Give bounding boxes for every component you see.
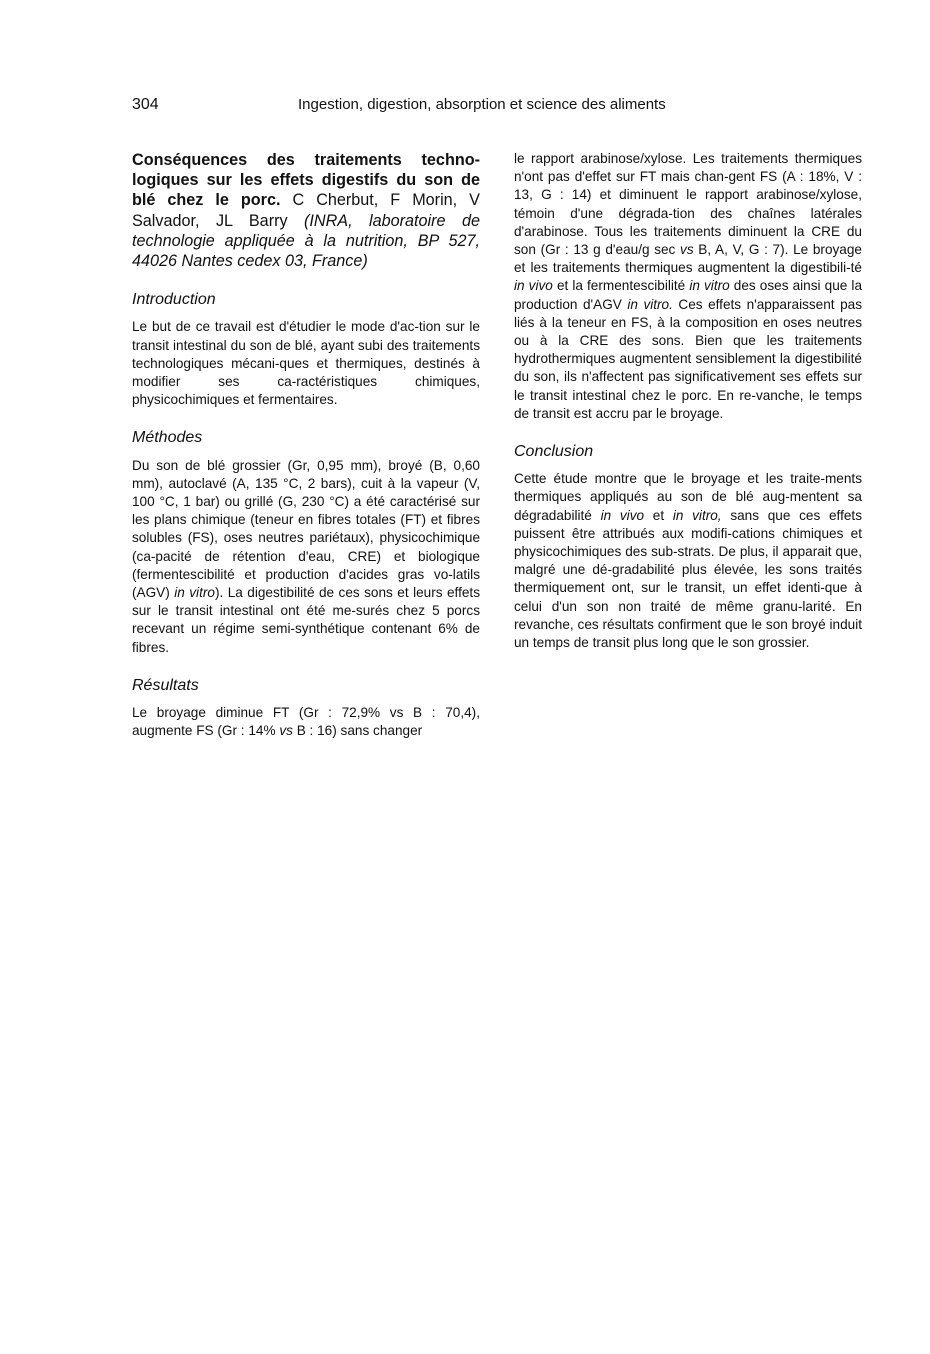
resultats-emphasis: in vitro. [627,296,673,312]
resultats-text-start [132,704,480,740]
resultats-text-part: Ces effets n'apparaissent pas liés à la teneur en FS, à la composition en oses neutres ou à la CRE des sons. Bien que les traitements hydrothermiques augmentent sensiblement la digestibilité du son, ils n'affectent pas significativement ses effets sur le transit intestinal chez le porc. En re-vanche, le temps de transit est accru par le broyage. [514,296,862,421]
article-affiliation: (INRA, laboratoire de technologie appliquée à la nutrition, BP 527, 44026 Nantes cedex 03, France) [132,211,480,271]
right-column [514,150,862,652]
resultats-emphasis: in vitro [689,278,730,294]
conclusion-heading: Conclusion [514,443,594,461]
methodes-heading: Méthodes [132,429,203,447]
article-title: Conséquences des traitements techno-logiques sur les effets digestifs du son de blé chez le porc. [132,151,480,210]
resultats-text-continued [514,150,862,423]
introduction-heading: Introduction [132,291,216,309]
resultats-text-part: des oses ainsi que la production d'AGV [514,278,862,312]
resultats-text-part: le rapport arabinose/xylose. Les traitements thermiques n'ont pas d'effet sur FT mais chan-gent FS (A : 18%, V : 13, G : 14) et diminuent le rapport arabinose/xylose, témoin d'une dégrada-tion des chaînes latérales d'arabinose. Tous les traitements diminuent la CRE du son (Gr : 13 g d'eau/g sec [514,151,862,258]
article-header [132,150,480,271]
methodes-text-part: Du son de blé grossier (Gr, 0,95 mm), broyé (B, 0,60 mm), autoclavé (A, 135 °C, 2 bars), cuit à la vapeur (V, 100 °C, 1 bar) ou grillé (G, 230 °C) a été caractérisé sur les plans chimique (teneur en fibres totales (FT) et fibres solubles (FS), oses neutres pariétaux), physicochimique (ca-pacité de rétention d'eau, CRE) et biologique (fermentescibilité et production d'acides gras vo-latils (AGV) [132,457,480,601]
resultats-text-part: B, A, V, G : 7). Le broyage et les traitements thermiques augmentent la digestibili-té [514,242,862,276]
methodes-emphasis: in vitro [174,585,215,601]
resultats-emphasis: vs [680,242,694,258]
introduction-text: Le but de ce travail est d'étudier le mode d'ac-tion sur le transit intestinal du son de blé, ayant subi des traitements technologiques mécani-ques et thermiques, destinés à modifier ses ca-ractéristiques chimiques, physicochimiques et fermentaires. [132,319,480,408]
conclusion-text-part: Cette étude montre que le broyage et les traite-ments thermiques appliqués au son de blé aug-mentent sa dégradabilité [514,471,862,523]
resultats-emphasis: vs [279,723,293,739]
running-title: Ingestion, digestion, absorption et science des aliments [298,96,666,113]
methodes-text [132,457,480,657]
resultats-text-part: Le broyage diminue FT (Gr : 72,9% vs B : 70,4), augmente FS (Gr : 14% [132,705,480,739]
conclusion-text-part: et [652,507,665,523]
resultats-text-part: et la fermentescibilité [556,278,686,294]
article-authors: C Cherbut, F Morin, V Salvador, JL Barry [132,191,480,230]
conclusion-text [514,470,862,652]
resultats-emphasis: in vivo [514,278,553,294]
resultats-heading: Résultats [132,676,199,694]
conclusion-emphasis: in vivo [600,507,645,523]
resultats-text-part: B : 16) sans changer [296,723,423,739]
left-column [132,150,480,740]
conclusion-text-part: sans que ces effets puissent être attribués aux modifi-cations chimiques et physicochimiques des sub-strats. De plus, il apparait que, malgré une dé-gradabilité plus élevée, les sons traités thermiquement ont, sur le transit, un effet identi-que à celui d'un son non traité de même granu-larité. En revanche, ces résultats confirment que le son broyé induit un temps de transit plus long que le son grossier. [514,507,863,651]
conclusion-emphasis: in vitro, [672,507,722,523]
page-number: 304 [132,96,159,113]
methodes-text-part: ). La digestibilité de ces sons et leurs effets sur le transit intestinal ont été me-surés chez 5 porcs recevant un régime semi-synthétique contenant 6% de fibres. [132,585,480,655]
